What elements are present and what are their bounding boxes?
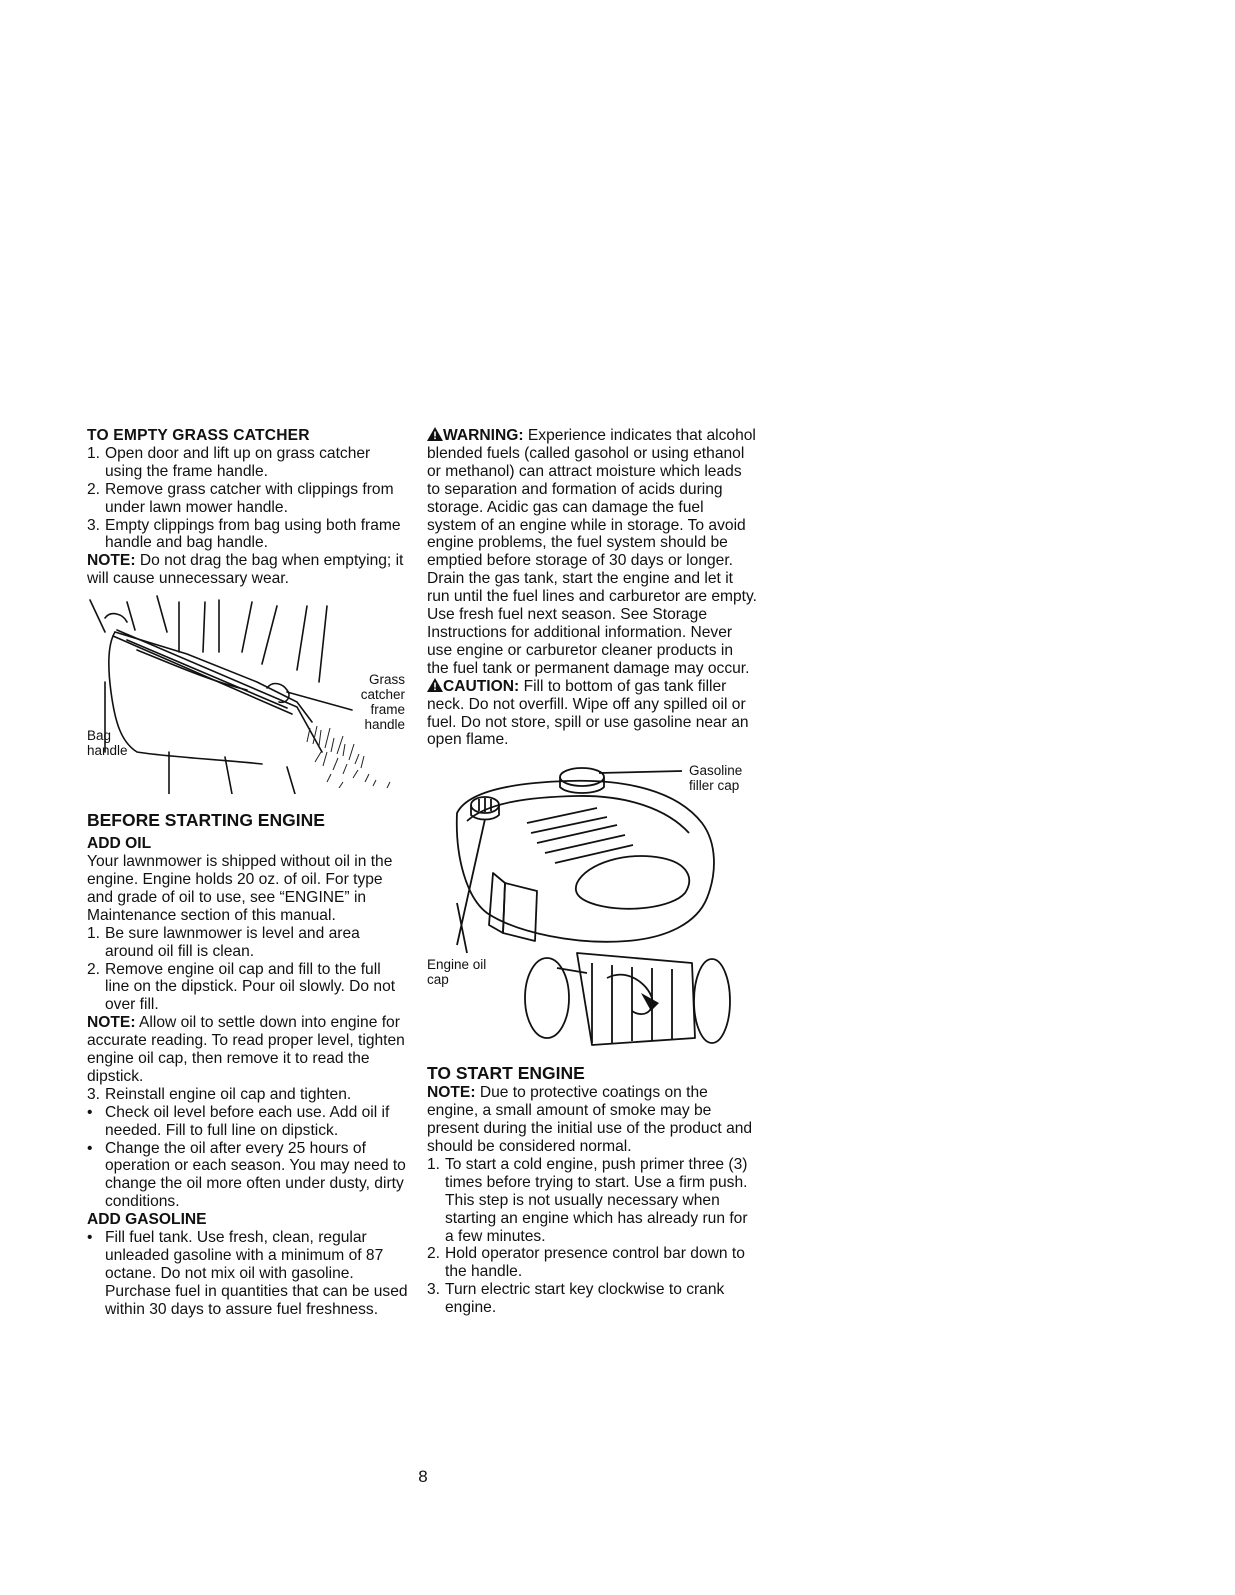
gas-bullets-list <box>87 1229 409 1319</box>
grass-catcher-frame-handle-label: Grass catcher frame handle <box>360 672 405 733</box>
note-drag-bag: NOTE: Do not drag the bag when emptying; it will cause unnecessary wear. <box>87 552 404 588</box>
to-start-engine-heading: TO START ENGINE <box>427 1063 585 1084</box>
empty-steps-list <box>87 445 409 552</box>
list-item: • Check oil level before each use. Add oil if needed. Fill to full line on dipstick. <box>87 1103 390 1139</box>
list-item: 1. Open door and lift up on grass catcher using the frame handle. <box>87 444 371 480</box>
list-item: 1. Be sure lawnmower is level and area around oil fill is clean. <box>87 924 360 960</box>
oil-bullets-list <box>87 1104 409 1211</box>
bag-handle-label: Bag handle <box>87 728 128 759</box>
oil-steps-list <box>87 925 409 1015</box>
list-item: 3. Turn electric start key clockwise to crank engine. <box>427 1281 725 1317</box>
list-item: 3. Empty clippings from bag using both frame handle and bag handle. <box>87 516 401 552</box>
list-item: • Change the oil after every 25 hours of operation or each season. You may need to change the oil more often under dusty, dirty conditions. <box>87 1139 406 1211</box>
list-item: 2. Hold operator presence control bar down to the handle. <box>427 1245 745 1281</box>
caution-icon <box>427 678 443 692</box>
list-item: • Fill fuel tank. Use fresh, clean, regular unleaded gasoline with a minimum of 87 octane. Do not mix oil with gasoline. Purchase fuel in quantities that can be used within 30 days to assure fuel freshness. <box>87 1229 408 1318</box>
caution-paragraph: CAUTION: Fill to bottom of gas tank filler neck. Do not overfill. Wipe off any spilled oil or fuel. Do not store, spill or use gasoline near an open flame. <box>427 677 749 749</box>
before-starting-engine-heading: BEFORE STARTING ENGINE <box>87 810 325 831</box>
warning-icon <box>427 427 443 441</box>
engine-illustration <box>427 763 757 1053</box>
engine-figure <box>427 763 757 1053</box>
add-gasoline-heading: ADD GASOLINE <box>87 1211 207 1229</box>
warning-paragraph: WARNING: Experience indicates that alcohol blended fuels (called gasohol or using ethanol or methanol) can attract moisture which leads to separation and formation of acids during storage. Acidic gas can damage the fuel system of an engine while in storage. To avoid engine problems, the fuel system should be emptied before storage of 30 days or longer. Drain the gas tank, start the engine and let it run until the fuel lines and carburetor are empty. Use fresh fuel next season. See Storage Instructions for additional information. Never use engine or carburetor cleaner products in the fuel tank or permanent damage may occur. <box>427 427 757 677</box>
list-item: 1. To start a cold engine, push primer three (3) times before trying to start. Use a firm push. This step is not usually necessary when starting an engine which has already run for a few minutes. <box>427 1155 748 1245</box>
gasoline-filler-cap-label: Gasoline filler cap <box>689 763 743 794</box>
oil-step3-list <box>87 1086 409 1104</box>
list-item: 2. Remove grass catcher with clippings from under lawn mower handle. <box>87 480 394 516</box>
start-steps-list <box>427 1156 757 1317</box>
left-column <box>87 427 409 1319</box>
note-smoke: NOTE: Due to protective coatings on the engine, a small amount of smoke may be present during the initial use of the product and should be considered normal. <box>427 1084 753 1156</box>
list-item: 3. Reinstall engine oil cap and tighten. <box>87 1085 352 1103</box>
list-item: 2. Remove engine oil cap and fill to the full line on the dipstick. Pour oil slowly. Do not over fill. <box>87 960 396 1014</box>
add-oil-heading: ADD OIL <box>87 835 152 853</box>
empty-grass-catcher-heading: TO EMPTY GRASS CATCHER <box>87 427 310 444</box>
right-column <box>427 427 757 1317</box>
note-settle-oil: NOTE: Allow oil to settle down into engine for accurate reading. To read proper level, tighten engine oil cap, then remove it to read the dipstick. <box>87 1014 405 1085</box>
add-oil-intro: Your lawnmower is shipped without oil in the engine. Engine holds 20 oz. of oil. For type and grade of oil to use, see “ENGINE” in Maintenance section of this manual. <box>87 853 393 924</box>
page-number: 8 <box>418 1467 428 1486</box>
engine-oil-cap-label: Engine oil cap <box>427 957 487 988</box>
grass-catcher-figure <box>87 592 409 794</box>
